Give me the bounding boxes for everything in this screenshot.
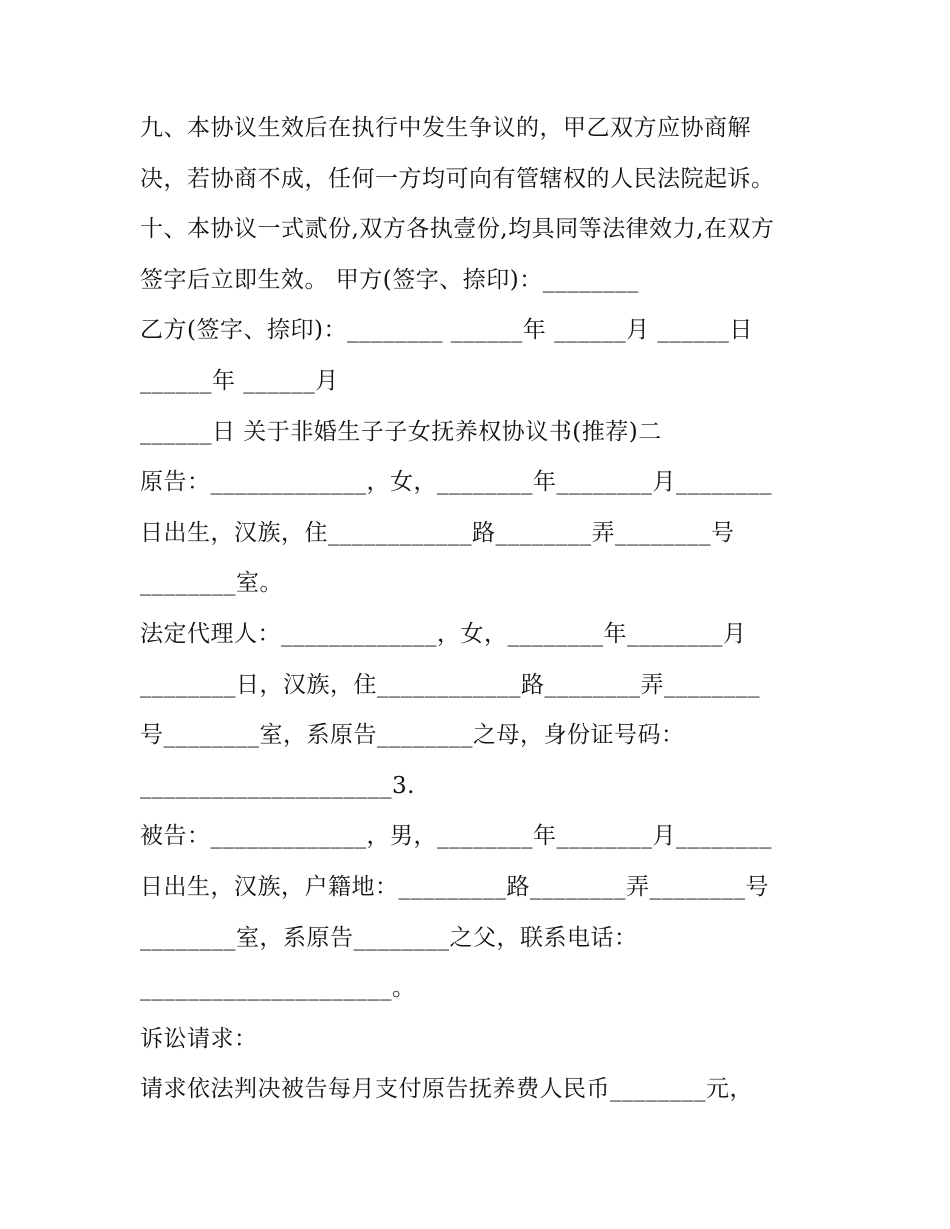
text-line: 请求依法判决被告每月支付原告抚养费人民币________元，	[140, 1076, 753, 1103]
text-line: 日出生，汉族，住____________路________弄________号	[140, 519, 735, 546]
text-line: 决，若协商不成，任何一方均可向有管辖权的人民法院起诉。	[140, 165, 775, 192]
text-line: 日出生，汉族，户籍地：_________路________弄________号	[140, 873, 769, 900]
text-line: 签字后立即生效。 甲方(签字、捺印)：________	[140, 266, 639, 293]
text-line: ________日，汉族，住____________路________弄________	[140, 671, 760, 698]
text-line: 法定代理人：_____________，女，________年________月	[140, 620, 747, 647]
text-line: 十、本协议一式贰份,双方各执壹份,均具同等法律效力,在双方	[140, 216, 775, 243]
text-line: ______年 ______月	[140, 367, 339, 394]
text-line: 被告：_____________，男，________年________月________	[140, 823, 772, 850]
text-line: 乙方(签字、捺印)：________ ______年 ______月 ______日	[140, 317, 753, 344]
text-line: ______日 关于非婚生子子女抚养权协议书(推荐)二	[140, 418, 662, 445]
text-line: _____________________。	[140, 975, 416, 1002]
document-page	[140, 108, 820, 1120]
text-line: ________室，系原告________之父，联系电话：	[140, 924, 638, 951]
text-line: 诉讼请求：	[140, 1025, 258, 1052]
text-line: 原告：_____________，女，________年________月________	[140, 469, 772, 496]
text-line: 九、本协议生效后在执行中发生争议的，甲乙双方应协商解	[140, 115, 751, 141]
text-line: _____________________3.	[140, 772, 415, 799]
text-line: ________室。	[140, 570, 283, 597]
text-line: 号________室，系原告________之母，身份证号码：	[140, 722, 685, 749]
